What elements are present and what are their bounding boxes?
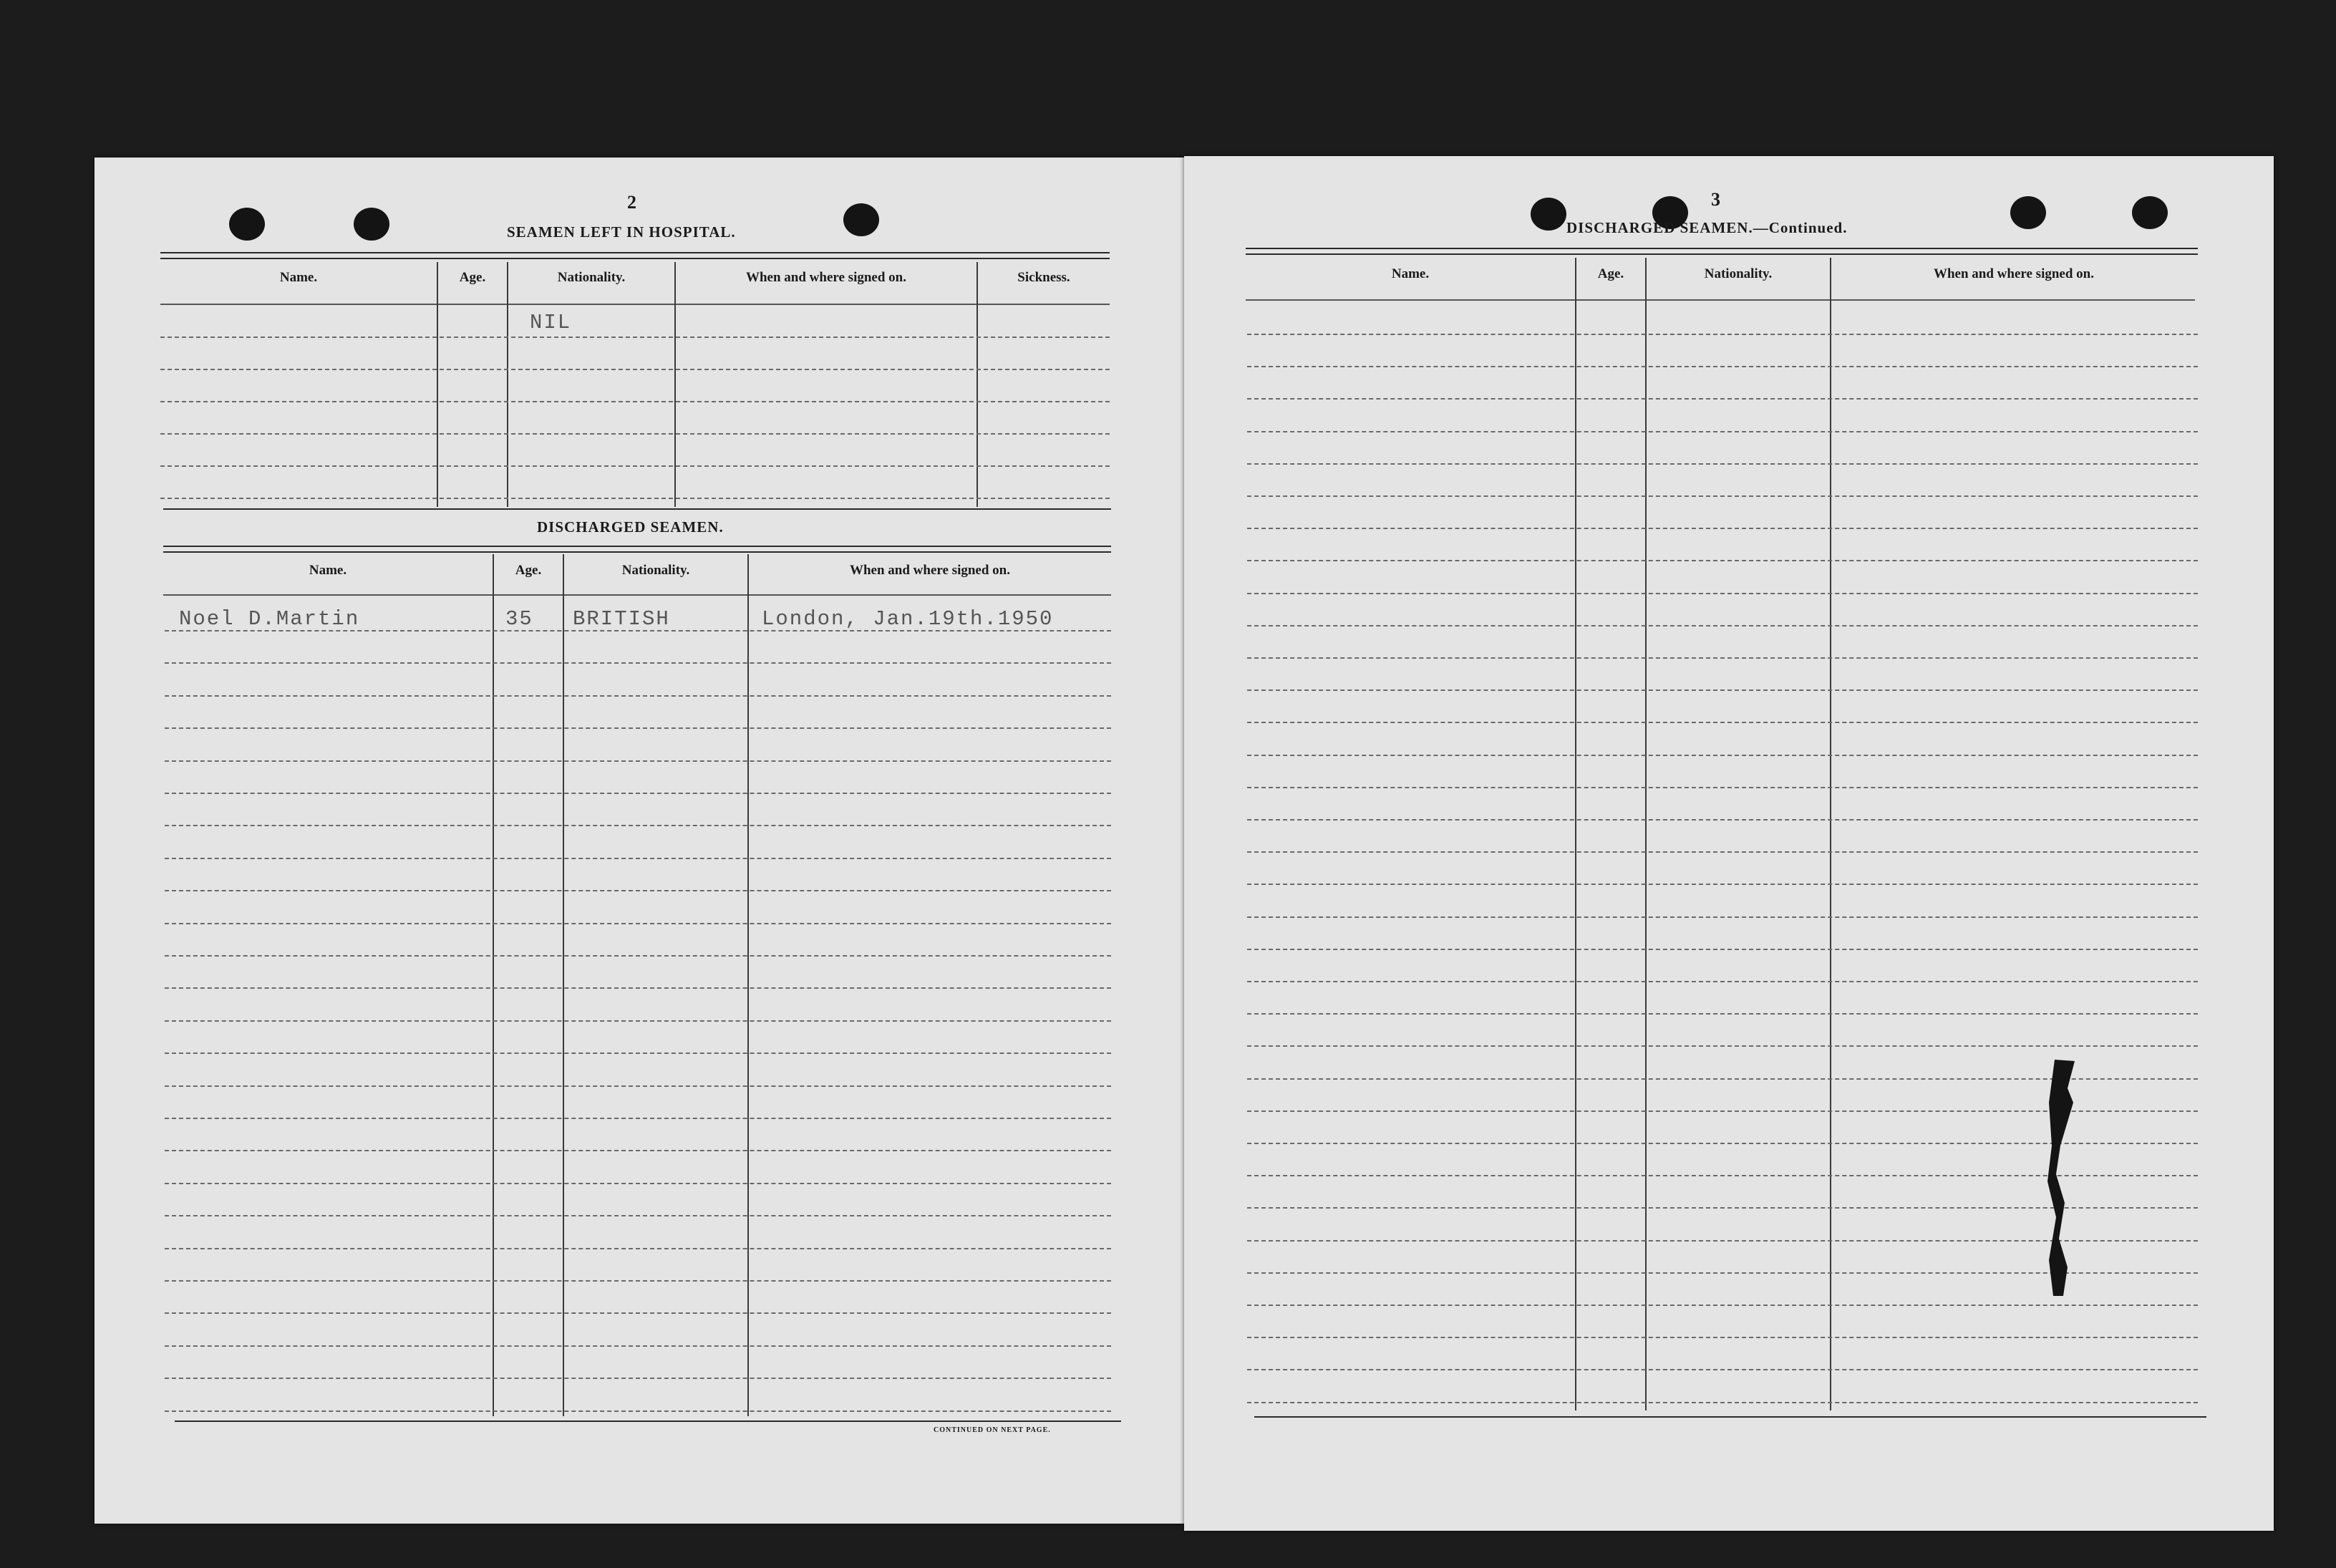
right-top-rule bbox=[1246, 248, 2198, 249]
discharged-top-rule bbox=[163, 546, 1111, 547]
hospital-col-divider bbox=[507, 262, 508, 507]
hospital-row-line bbox=[160, 401, 1110, 402]
discharged-col-name: Name. bbox=[309, 563, 347, 578]
right-col-signed-on: When and where signed on. bbox=[1933, 266, 2094, 281]
continued-section-title: DISCHARGED SEAMEN.—Continued. bbox=[1566, 219, 1848, 236]
right-header-rule bbox=[1246, 299, 2195, 301]
hospital-row-line bbox=[160, 369, 1110, 370]
hospital-entry-nil: NIL bbox=[530, 311, 572, 334]
punch-hole bbox=[2132, 196, 2168, 229]
right-top-rule bbox=[1246, 253, 2198, 255]
hospital-top-rule bbox=[160, 252, 1110, 253]
seaman-name: Noel D.Martin bbox=[179, 607, 360, 631]
ruled-line bbox=[165, 1312, 1111, 1314]
right-bottom-rule bbox=[1254, 1416, 2206, 1418]
ruled-line bbox=[165, 793, 1111, 794]
ruled-line bbox=[1247, 366, 2198, 367]
ruled-line bbox=[165, 1410, 1111, 1412]
hospital-col-divider bbox=[674, 262, 676, 507]
ruled-line bbox=[165, 923, 1111, 924]
ruled-line bbox=[165, 1020, 1111, 1022]
ruled-line bbox=[165, 1118, 1111, 1119]
seaman-nationality: BRITISH bbox=[573, 607, 670, 631]
hospital-col-divider bbox=[976, 262, 978, 507]
ruled-line bbox=[1247, 431, 2198, 432]
ruled-line bbox=[1247, 593, 2198, 594]
hospital-section-title: SEAMEN LEFT IN HOSPITAL. bbox=[507, 223, 736, 241]
discharged-col-divider bbox=[493, 554, 494, 1416]
ruled-line bbox=[1247, 755, 2198, 756]
ruled-line bbox=[1247, 657, 2198, 659]
ruled-line bbox=[1247, 1013, 2198, 1015]
ruled-line bbox=[1247, 949, 2198, 950]
hospital-row-line bbox=[160, 433, 1110, 435]
hospital-col-name: Name. bbox=[279, 270, 318, 285]
ruled-line bbox=[1247, 689, 2198, 691]
ruled-line bbox=[165, 1280, 1111, 1282]
right-col-nationality: Nationality. bbox=[1704, 266, 1773, 281]
ruled-line bbox=[1247, 1305, 2198, 1306]
hospital-row-line bbox=[160, 498, 1110, 499]
ruled-line bbox=[165, 858, 1111, 859]
ruled-line bbox=[165, 760, 1111, 762]
ruled-line bbox=[165, 1183, 1111, 1184]
ruled-line bbox=[1247, 1045, 2198, 1047]
ruled-line bbox=[1247, 1402, 2198, 1403]
punch-hole bbox=[1531, 198, 1566, 231]
hospital-header-rule bbox=[160, 304, 1110, 305]
ruled-line bbox=[1247, 981, 2198, 982]
continued-footer: CONTINUED ON NEXT PAGE. bbox=[934, 1426, 1051, 1434]
ruled-line bbox=[165, 1085, 1111, 1087]
hospital-bottom-rule bbox=[163, 508, 1111, 510]
ruled-line bbox=[165, 1052, 1111, 1054]
discharged-top-rule bbox=[163, 551, 1111, 553]
ruled-line bbox=[165, 1150, 1111, 1151]
ruled-line bbox=[1247, 463, 2198, 465]
hospital-col-age: Age. bbox=[459, 270, 486, 285]
ruled-line bbox=[1247, 1337, 2198, 1338]
ruled-line bbox=[165, 1378, 1111, 1379]
ruled-line bbox=[1247, 851, 2198, 853]
ruled-line bbox=[1247, 916, 2198, 918]
ruled-line bbox=[165, 825, 1111, 826]
discharged-col-divider bbox=[747, 554, 749, 1416]
discharged-col-nationality: Nationality. bbox=[621, 563, 690, 578]
hospital-col-nationality: Nationality. bbox=[557, 270, 626, 285]
ruled-line bbox=[165, 662, 1111, 664]
right-page bbox=[1184, 156, 2274, 1531]
ruled-line bbox=[1247, 722, 2198, 723]
discharged-bottom-rule bbox=[175, 1421, 1121, 1422]
ruled-line bbox=[165, 695, 1111, 697]
ruled-line bbox=[165, 987, 1111, 989]
ruled-line bbox=[1247, 1369, 2198, 1370]
right-col-name: Name. bbox=[1391, 266, 1430, 281]
discharged-col-age: Age. bbox=[515, 563, 542, 578]
ruled-line bbox=[1247, 625, 2198, 626]
ruled-line bbox=[1247, 528, 2198, 529]
discharged-section-title: DISCHARGED SEAMEN. bbox=[537, 518, 724, 536]
ruled-line bbox=[165, 1215, 1111, 1216]
ruled-line bbox=[1247, 884, 2198, 885]
discharged-header-rule bbox=[163, 594, 1111, 596]
ruled-line bbox=[1247, 560, 2198, 561]
hospital-col-signed-on: When and where signed on. bbox=[745, 270, 906, 285]
punch-hole bbox=[229, 208, 265, 241]
ruled-line bbox=[1247, 334, 2198, 335]
punch-hole bbox=[843, 203, 879, 236]
discharged-col-signed-on: When and where signed on. bbox=[849, 563, 1010, 578]
punch-hole bbox=[2010, 196, 2046, 229]
ruled-line bbox=[165, 630, 1111, 631]
seaman-signed-on: London, Jan.19th.1950 bbox=[762, 607, 1054, 631]
left-page bbox=[94, 158, 1184, 1524]
ruled-line bbox=[1247, 819, 2198, 821]
discharged-col-divider bbox=[563, 554, 564, 1416]
torn-edge bbox=[2046, 1060, 2086, 1296]
page-number-right: 3 bbox=[1711, 189, 1721, 210]
hospital-row-line bbox=[160, 465, 1110, 467]
ruled-line bbox=[1247, 787, 2198, 788]
ruled-line bbox=[1247, 398, 2198, 400]
ruled-line bbox=[165, 1248, 1111, 1249]
seaman-age: 35 bbox=[505, 607, 533, 631]
hospital-col-divider bbox=[437, 262, 438, 507]
ruled-line bbox=[165, 890, 1111, 891]
right-col-age: Age. bbox=[1597, 266, 1624, 281]
ruled-line bbox=[1247, 495, 2198, 497]
hospital-row-line bbox=[160, 337, 1110, 338]
page-number-left: 2 bbox=[627, 192, 637, 213]
hospital-top-rule bbox=[160, 258, 1110, 259]
ruled-line bbox=[165, 1345, 1111, 1347]
ruled-line bbox=[165, 955, 1111, 957]
punch-hole bbox=[354, 208, 389, 241]
hospital-col-sickness: Sickness. bbox=[1017, 270, 1070, 285]
ruled-line bbox=[165, 727, 1111, 729]
